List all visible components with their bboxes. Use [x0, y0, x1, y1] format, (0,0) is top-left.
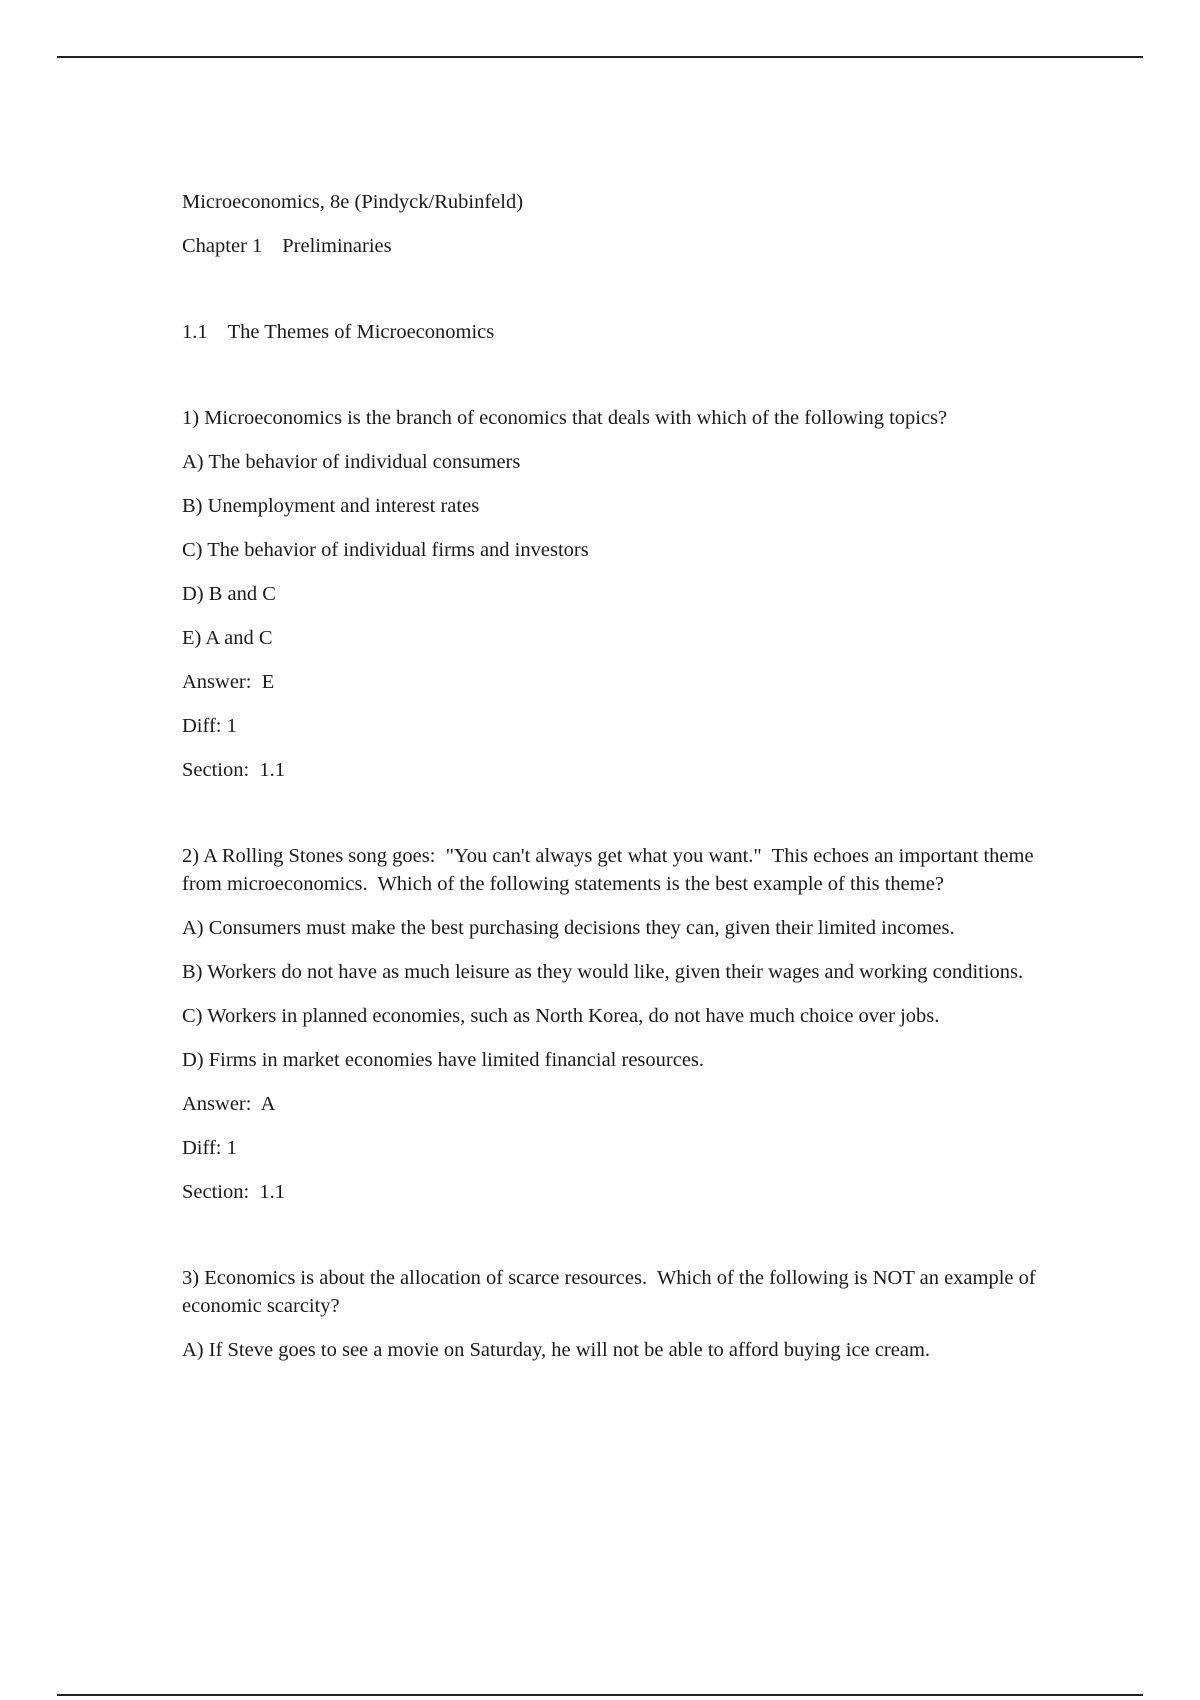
section-ref: Section: 1.1 [182, 1181, 286, 1203]
option-c: C) The behavior of individual firms and investors [182, 539, 589, 561]
option-a: A) Consumers must make the best purchasing decisions they can, given their limited incomes. [182, 917, 955, 939]
section-title: The Themes of Microeconomics [227, 321, 495, 343]
difficulty: Diff: 1 [182, 1137, 237, 1159]
option-a: A) If Steve goes to see a movie on Saturday, he will not be able to afford buying ice cream. [182, 1339, 931, 1361]
section-heading [182, 318, 1062, 346]
book-title: Microeconomics, 8e (Pindyck/Rubinfeld) [182, 191, 524, 213]
option-b: B) Workers do not have as much leisure as they would like, given their wages and working conditions. [182, 961, 1024, 983]
question-text: 1) Microeconomics is the branch of economics that deals with which of the following topics? [182, 407, 948, 429]
top-rule [57, 56, 1143, 58]
option-a: A) The behavior of individual consumers [182, 451, 521, 473]
difficulty: Diff: 1 [182, 715, 237, 737]
option-b: B) Unemployment and interest rates [182, 495, 480, 517]
chapter-label: Chapter 1 [182, 235, 263, 257]
answer: Answer: A [182, 1093, 276, 1115]
question-text: 3) Economics is about the allocation of scarce resources. Which of the following is NOT an example of economic scarcity? [182, 1267, 1041, 1317]
option-c: C) Workers in planned economies, such as North Korea, do not have much choice over jobs. [182, 1005, 940, 1027]
document-page [182, 188, 1062, 1364]
chapter-heading [182, 232, 1062, 260]
question-1 [182, 404, 1062, 784]
chapter-title: Preliminaries [282, 235, 392, 257]
option-d: D) Firms in market economies have limited financial resources. [182, 1049, 705, 1071]
question-3 [182, 1264, 1062, 1364]
question-text: 2) A Rolling Stones song goes: "You can't always get what you want." This echoes an important theme from microeconomics. Which of the following statements is the best example of this theme? [182, 845, 1039, 895]
answer: Answer: E [182, 671, 275, 693]
section-number: 1.1 [182, 321, 208, 343]
bottom-rule [57, 1694, 1143, 1696]
option-e: E) A and C [182, 627, 273, 649]
option-d: D) B and C [182, 583, 276, 605]
section-ref: Section: 1.1 [182, 759, 286, 781]
question-2 [182, 842, 1062, 1206]
